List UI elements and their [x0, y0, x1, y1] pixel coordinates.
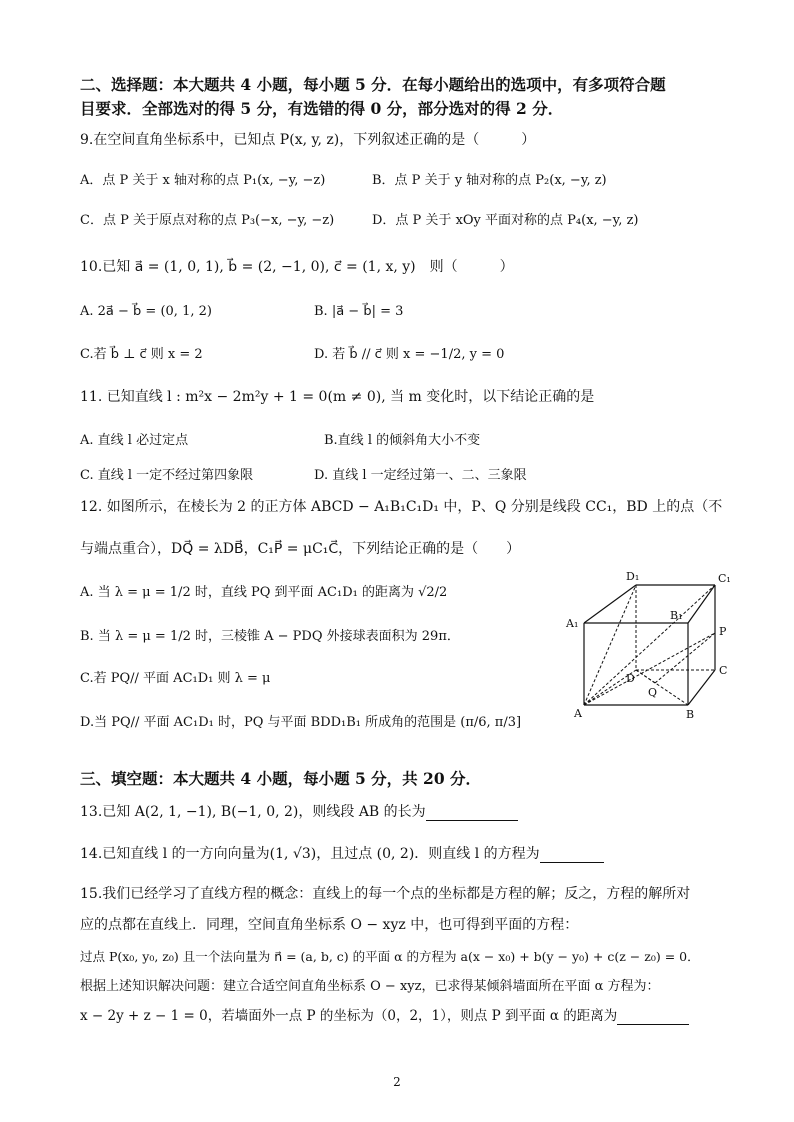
edge-b1-c1	[688, 585, 715, 623]
q11-option-d: D. 直线 l 一定经过第一、二、三象限	[314, 468, 527, 483]
q9-option-c: C．点 P 关于原点对称的点 P₃(−x, −y, −z)	[80, 213, 335, 228]
seg-p-q	[655, 633, 715, 683]
label-p: P	[719, 625, 727, 638]
q15-line4: 根据上述知识解决问题：建立合适空间直角坐标系 O − xyz，已求得某倾斜墙面所在平面 α 方程为：	[80, 979, 660, 994]
q15-line5	[80, 1007, 689, 1025]
q13-stem: 13.已知 A(2, 1, −1), B(−1, 0, 2)，则线段 AB 的长为	[80, 804, 426, 820]
edge-b-c	[688, 670, 715, 705]
q9-option-d: D．点 P 关于 xOy 平面对称的点 P₄(x, −y, z)	[372, 213, 639, 228]
q15-stem-last: x − 2y + z − 1 = 0，若墙面外一点 P 的坐标为（0，2，1），则点 P 到平面 α 的距离为	[80, 1008, 618, 1024]
q9-option-b: B．点 P 关于 y 轴对称的点 P₂(x, −y, z)	[372, 173, 607, 188]
q10-stem: 10.已知 a⃗ = (1, 0, 1), b⃗ = (2, −1, 0), c⃗ = (1, x, y) 则（ ）	[80, 259, 514, 275]
label-b: B	[686, 708, 695, 721]
q12-option-b: B. 当 λ = μ = 1/2 时，三棱锥 A − PDQ 外接球表面积为 29π．	[80, 629, 460, 644]
q15-answer-blank[interactable]	[617, 1010, 689, 1025]
label-d1: D₁	[626, 570, 640, 583]
q11-option-c: C. 直线 l 一定不经过第四象限	[80, 468, 254, 483]
q9-stem: 9.在空间直角坐标系中，已知点 P(x, y, z)，下列叙述正确的是（ ）	[80, 132, 536, 148]
q15-line3: 过点 P(x₀, y₀, z₀) 且一个法向量为 n⃗ = (a, b, c) 的平面 α 的方程为 a(x − x₀) + b(y − y₀) + c(z − z₀) = 0．	[80, 949, 700, 964]
section2-title-line2: 目要求．全部选对的得 5 分，有选错的得 0 分，部分选对的得 2 分．	[80, 99, 564, 118]
q11-option-a: A. 直线 l 必过定点	[80, 433, 189, 448]
label-c1: C₁	[718, 572, 731, 585]
q11-option-b: B.直线 l 的倾斜角大小不变	[324, 433, 481, 448]
edge-d-b-hidden	[636, 670, 688, 705]
label-a1: A₁	[566, 617, 579, 630]
label-q: Q	[648, 686, 658, 699]
label-a: A	[574, 707, 582, 720]
q14-line	[80, 845, 604, 863]
q12-stem-line2: 与端点重合），DQ⃗ = λDB⃗，C₁P⃗ = μC₁C⃗，下列结论正确的是（ ）	[80, 541, 521, 557]
q12-option-d: D.当 PQ// 平面 AC₁D₁ 时，PQ 与平面 BDD₁B₁ 所成角的范围是 (π/6, π/3]	[80, 715, 522, 730]
q10-option-a: A. 2a⃗ − b⃗ = (0, 1, 2)	[80, 304, 212, 319]
page-number: 2	[393, 1075, 401, 1089]
label-b1: B₁	[670, 609, 683, 622]
q10-option-d: D. 若 b⃗ // c⃗ 则 x = −1/2, y = 0	[314, 347, 505, 362]
q10-option-c: C.若 b⃗ ⊥ c⃗ 则 x = 2	[80, 347, 203, 362]
q15-line1: 15.我们已经学习了直线方程的概念：直线上的每一个点的坐标都是方程的解；反之，方程的解所对	[80, 886, 691, 902]
seg-d-q	[636, 670, 655, 683]
q12-option-c: C.若 PQ// 平面 AC₁D₁ 则 λ = μ	[80, 671, 271, 686]
q15-line2: 应的点都在直线上．同理，空间直角坐标系 O − xyz 中，也可得到平面的方程：	[80, 917, 579, 933]
cube-figure	[560, 565, 740, 725]
q9-option-a: A．点 P 关于 x 轴对称的点 P₁(x, −y, −z)	[80, 173, 326, 188]
q11-stem: 11. 已知直线 l : m²x − 2m²y + 1 = 0(m ≠ 0), 当 m 变化时，以下结论正确的是	[80, 389, 595, 405]
label-c: C	[719, 664, 728, 677]
section3-title: 三、填空题：本大题共 4 小题，每小题 5 分，共 20 分．	[80, 769, 482, 788]
section2-title-line1: 二、选择题：本大题共 4 小题，每小题 5 分．在每小题给出的选项中，有多项符合题	[80, 75, 666, 94]
q12-option-a: A. 当 λ = μ = 1/2 时，直线 PQ 到平面 AC₁D₁ 的距离为 √2/2	[80, 585, 448, 600]
q13-line	[80, 803, 518, 821]
q13-answer-blank[interactable]	[426, 806, 518, 821]
q12-stem-line1: 12. 如图所示，在棱长为 2 的正方体 ABCD − A₁B₁C₁D₁ 中，P、Q 分别是线段 CC₁，BD 上的点（不	[80, 499, 723, 515]
q10-option-b: B. |a⃗ − b⃗| = 3	[314, 304, 404, 319]
q14-answer-blank[interactable]	[540, 848, 604, 863]
q14-stem: 14.已知直线 l 的一方向向量为(1, √3)，且过点 (0, 2)．则直线 l 的方程为	[80, 846, 540, 862]
label-d: D	[626, 672, 635, 685]
